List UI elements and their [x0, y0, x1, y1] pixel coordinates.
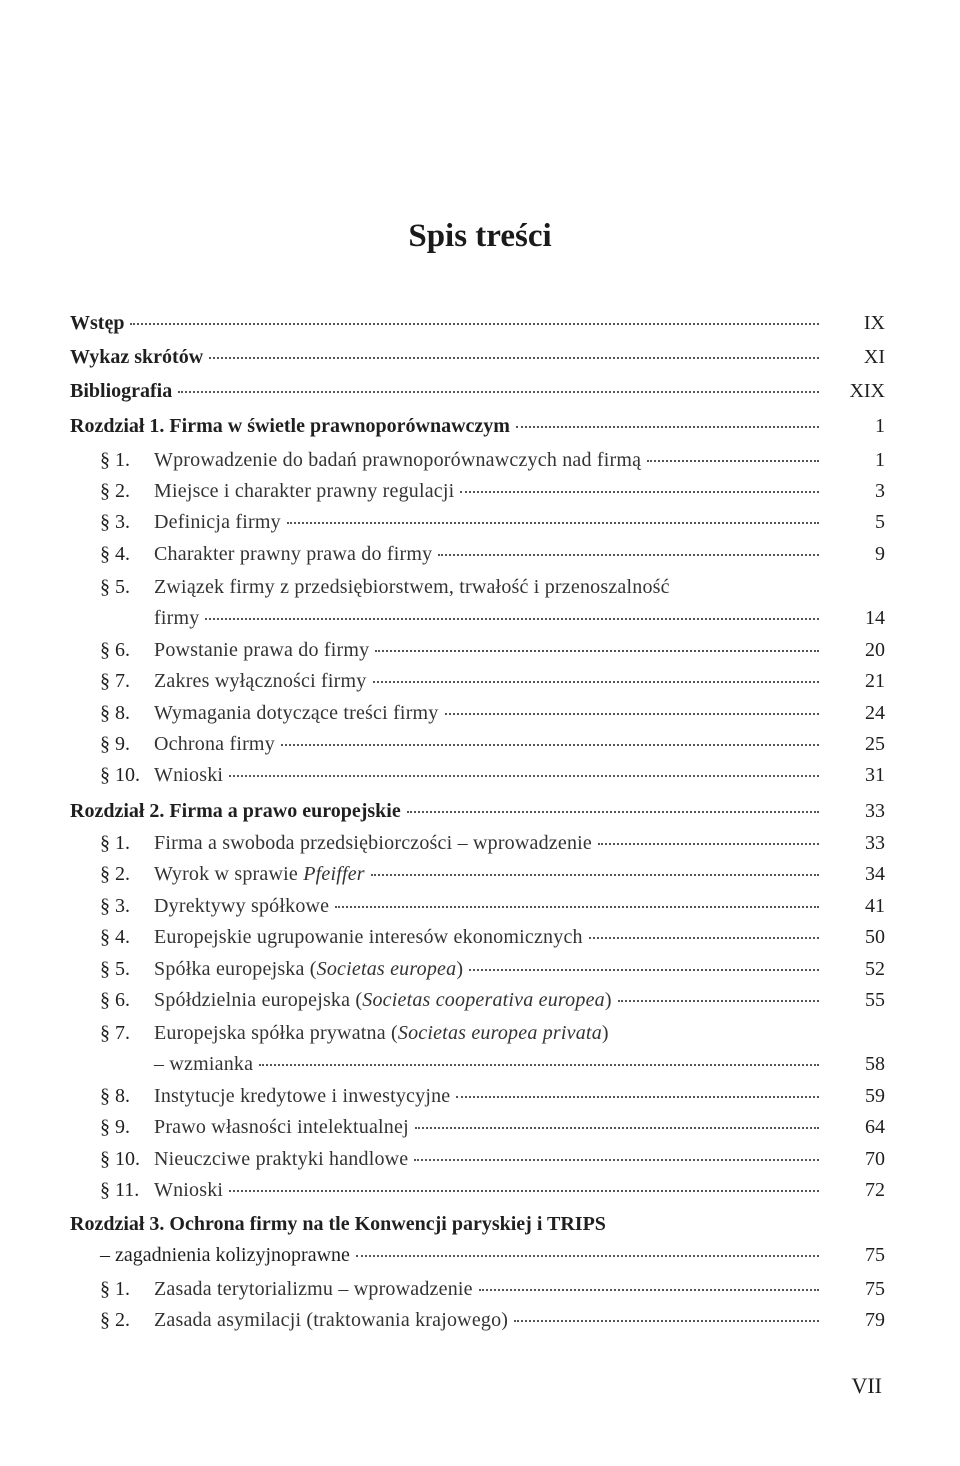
page-ref: 50 — [865, 926, 885, 948]
toc-entry-row — [70, 1179, 885, 1205]
section-number: § 4. — [100, 543, 130, 565]
dot-leader — [445, 713, 819, 715]
page-ref: XI — [863, 346, 885, 368]
entry-title: Związek firmy z przedsiębiorstwem, trwałość i przenoszalność — [154, 576, 670, 598]
entry-title: Wprowadzenie do badań prawnoporównawczych nad firmą — [154, 449, 642, 471]
section-number: § 5. — [100, 958, 130, 980]
toc-entry-row — [70, 1278, 885, 1304]
toc-entry-row — [70, 895, 885, 921]
dot-leader — [209, 357, 819, 359]
page-ref: 9 — [875, 543, 885, 565]
entry-title: Miejsce i charakter prawny regulacji — [154, 480, 455, 502]
section-number: § 5. — [100, 576, 130, 598]
entry-title: Rozdział 2. Firma a prawo europejskie — [70, 800, 401, 822]
section-number: § 7. — [100, 670, 130, 692]
page-ref: 34 — [865, 863, 885, 885]
toc-entry-row — [70, 1244, 885, 1270]
section-number: § 6. — [100, 639, 130, 661]
toc-entry-row — [70, 1053, 885, 1079]
section-number: § 6. — [100, 989, 130, 1011]
entry-title: Wnioski — [154, 1179, 224, 1201]
dot-leader — [598, 843, 819, 845]
toc-entry-row — [70, 1309, 885, 1335]
toc-entry-row — [70, 576, 885, 602]
dot-leader — [229, 775, 819, 777]
dot-leader — [589, 937, 819, 939]
toc-entry-row — [70, 863, 885, 889]
toc-entry-row — [70, 639, 885, 665]
dot-leader — [375, 650, 819, 652]
section-number: § 9. — [100, 733, 130, 755]
section-number: § 7. — [100, 1022, 130, 1044]
dot-leader — [229, 1190, 819, 1192]
dot-leader — [335, 906, 819, 908]
dot-leader — [456, 1096, 819, 1098]
entry-title: Powstanie prawa do firmy — [154, 639, 370, 661]
page-ref: 5 — [875, 511, 885, 533]
entry-title: Charakter prawny prawa do firmy — [154, 543, 433, 565]
page-ref: 14 — [865, 607, 885, 629]
section-number: § 2. — [100, 863, 130, 885]
page-ref: 52 — [865, 958, 885, 980]
dot-leader — [356, 1255, 819, 1257]
page-ref: 70 — [865, 1148, 885, 1170]
page-title: Spis treści — [408, 218, 552, 254]
dot-leader — [371, 874, 819, 876]
toc-entry-row — [70, 449, 885, 475]
section-number: § 3. — [100, 895, 130, 917]
section-number: § 10. — [100, 764, 140, 786]
section-number: § 3. — [100, 511, 130, 533]
entry-title: Zasada asymilacji (traktowania krajowego) — [154, 1309, 509, 1331]
dot-leader — [618, 1000, 819, 1002]
entry-title: Ochrona firmy — [154, 733, 275, 755]
section-number: § 10. — [100, 1148, 140, 1170]
page-ref: 33 — [865, 800, 885, 822]
dot-leader — [514, 1320, 819, 1322]
toc-entry-row — [70, 733, 885, 759]
toc-entry-row — [70, 1116, 885, 1142]
entry-title: Wnioski — [154, 764, 224, 786]
page-ref: 75 — [865, 1244, 885, 1266]
section-number: § 2. — [100, 1309, 130, 1331]
page-ref: 24 — [865, 702, 885, 724]
toc-entry-row — [70, 832, 885, 858]
page-ref: 1 — [875, 449, 885, 471]
dot-leader — [647, 460, 819, 462]
entry-title: – wzmianka — [154, 1053, 254, 1075]
entry-title: Wymagania dotyczące treści firmy — [154, 702, 439, 724]
toc-entry-row — [70, 480, 885, 506]
page-ref: 58 — [865, 1053, 885, 1075]
entry-title: Bibliografia — [70, 380, 173, 402]
dot-leader — [281, 744, 819, 746]
entry-title: Instytucje kredytowe i inwestycyjne — [154, 1085, 451, 1107]
toc-entry-row — [70, 670, 885, 696]
entry-title: Europejskie ugrupowanie interesów ekonomicznych — [154, 926, 583, 948]
page-ref: 79 — [865, 1309, 885, 1331]
section-number: § 1. — [100, 1278, 130, 1300]
entry-title: Rozdział 1. Firma w świetle prawnoporównawczym — [70, 415, 510, 437]
dot-leader — [438, 554, 819, 556]
toc-entry-row — [70, 511, 885, 537]
section-number: § 11. — [100, 1179, 140, 1201]
section-number: § 8. — [100, 1085, 130, 1107]
section-number: § 1. — [100, 832, 130, 854]
dot-leader — [479, 1289, 819, 1291]
page-ref: 3 — [875, 480, 885, 502]
entry-title: Zasada terytorializmu – wprowadzenie — [154, 1278, 473, 1300]
toc-entry-row — [70, 543, 885, 569]
entry-title: Wyrok w sprawie Pfeiffer — [154, 863, 365, 885]
page-ref: 64 — [865, 1116, 885, 1138]
section-number: § 1. — [100, 449, 130, 471]
entry-title: Nieuczciwe praktyki handlowe — [154, 1148, 409, 1170]
entry-title: Dyrektywy spółkowe — [154, 895, 330, 917]
page-ref: 59 — [865, 1085, 885, 1107]
entry-title: Wstęp — [70, 312, 125, 334]
page-ref: 33 — [865, 832, 885, 854]
dot-leader — [287, 522, 819, 524]
page-ref: 55 — [865, 989, 885, 1011]
dot-leader — [414, 1159, 819, 1161]
entry-title: Prawo własności intelektualnej — [154, 1116, 409, 1138]
toc-entry-row — [70, 1085, 885, 1111]
entry-title: firmy — [154, 607, 200, 629]
dot-leader — [407, 811, 819, 813]
toc-front-row — [70, 380, 885, 406]
page-ref: IX — [863, 312, 885, 334]
section-number: § 9. — [100, 1116, 130, 1138]
entry-title: Europejska spółka prywatna (Societas europea privata) — [154, 1022, 609, 1044]
toc-entry-row — [70, 1148, 885, 1174]
section-number: § 8. — [100, 702, 130, 724]
dot-leader — [460, 491, 819, 493]
page-ref: 31 — [865, 764, 885, 786]
page-number: VII — [851, 1373, 882, 1398]
toc-entry-row — [70, 1022, 885, 1048]
toc-entry-row — [70, 607, 885, 633]
section-number: § 2. — [100, 480, 130, 502]
entry-title: Wykaz skrótów — [70, 346, 204, 368]
toc-front-row — [70, 346, 885, 372]
page-ref: 21 — [865, 670, 885, 692]
page-ref: XIX — [849, 380, 885, 402]
entry-title: Spółka europejska (Societas europea) — [154, 958, 464, 980]
dot-leader — [516, 426, 819, 428]
toc-entry-row — [70, 926, 885, 952]
toc-chapter-row — [70, 800, 885, 826]
toc-entry-row — [70, 702, 885, 728]
dot-leader — [259, 1064, 819, 1066]
toc-front-row — [70, 312, 885, 338]
page-ref: 72 — [865, 1179, 885, 1201]
dot-leader — [373, 681, 820, 683]
dot-leader — [130, 323, 819, 325]
toc-entry-row — [70, 958, 885, 984]
toc-entry-row — [70, 764, 885, 790]
page-ref: 20 — [865, 639, 885, 661]
entry-title: Firma a swoboda przedsiębiorczości – wprowadzenie — [154, 832, 592, 854]
section-number: § 4. — [100, 926, 130, 948]
entry-title: Rozdział 3. Ochrona firmy na tle Konwencji paryskiej i TRIPS — [70, 1213, 606, 1235]
page-ref: 1 — [875, 415, 885, 437]
dot-leader — [415, 1127, 819, 1129]
page-ref: 25 — [865, 733, 885, 755]
entry-title: Definicja firmy — [154, 511, 281, 533]
entry-title: Zakres wyłączności firmy — [154, 670, 367, 692]
page-ref: 41 — [865, 895, 885, 917]
dot-leader — [205, 618, 819, 620]
page-ref: 75 — [865, 1278, 885, 1300]
toc-entry-row — [70, 989, 885, 1015]
entry-title: – zagadnienia kolizyjnoprawne — [100, 1244, 350, 1266]
dot-leader — [178, 391, 819, 393]
entry-title: Spółdzielnia europejska (Societas cooperativa europea) — [154, 989, 612, 1011]
toc-chapter-row — [70, 1213, 885, 1239]
dot-leader — [469, 969, 819, 971]
toc-chapter-row — [70, 415, 885, 441]
